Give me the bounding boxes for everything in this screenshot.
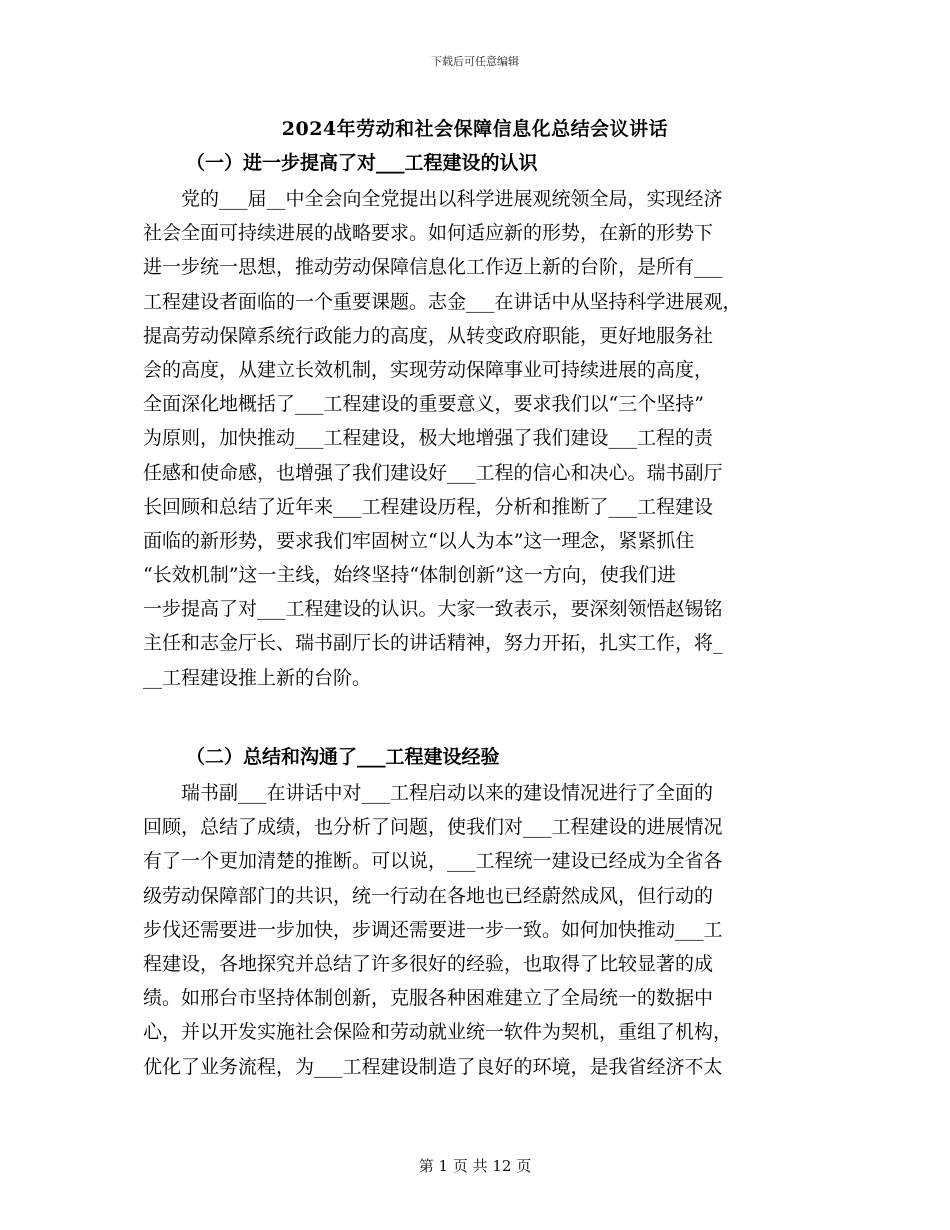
body-line: 步伐还需要进一步加快，步调还需要进一步一致。如何加快推动___工: [143, 918, 723, 941]
body-line: 任感和使命感，也增强了我们建设好___工程的信心和决心。瑞书副厅: [143, 461, 723, 484]
body-line: 党的___届__中全会向全党提出以科学进展观统领全局，实现经济: [143, 188, 723, 210]
body-line: 主任和志金厅长、瑞书副厅长的讲话精神，努力开拓，扎实工作，将_: [143, 632, 723, 655]
body-line: 优化了业务流程，为___工程建设制造了良好的环境，是我省经济不太: [143, 1055, 723, 1078]
page-footer: 第 1 页 共 12 页: [418, 1157, 532, 1175]
document-title: 2024年劳动和社会保障信息化总结会议讲话: [281, 118, 669, 140]
body-line: 回顾，总结了成绩，也分析了问题，使我们对___工程建设的进展情况: [143, 816, 723, 839]
body-line: 心，并以开发实施社会保险和劳动就业统一软件为契机，重组了机构，: [143, 1021, 733, 1044]
body-line: 级劳动保障部门的共识，统一行动在各地也已经蔚然成风，但行动的: [143, 884, 714, 907]
body-line: 长回顾和总结了近年来___工程建设历程，分析和推断了___工程建设: [143, 495, 714, 518]
body-line: “长效机制”这一主线，始终坚持“体制创新”这一方向，使我们进: [143, 564, 676, 587]
body-line: 瑞书副___在讲话中对___工程启动以来的建设情况进行了全面的: [143, 782, 714, 804]
section-heading-1: （一）进一步提高了对___工程建设的认识: [186, 152, 538, 174]
body-line: 全面深化地概括了___工程建设的重要意义，要求我们以“三个坚持”: [143, 393, 704, 416]
page-header: 下载后可任意编辑: [431, 55, 519, 68]
body-line: 会的高度，从建立长效机制，实现劳动保障事业可持续进展的高度，: [143, 358, 714, 381]
body-line: 工程建设者面临的一个重要课题。志金___在讲话中从坚持科学进展观，: [143, 290, 742, 313]
section-heading-2: （二）总结和沟通了___工程建设经验: [186, 746, 500, 768]
body-line: 提高劳动保障系统行政能力的高度，从转变政府职能，更好地服务社: [143, 324, 714, 347]
body-line: 程建设，各地探究并总结了许多很好的经验，也取得了比较显著的成: [143, 952, 714, 975]
section-body-2: [143, 776, 823, 1084]
body-line: 绩。如邢台市坚持体制创新，克服各种困难建立了全局统一的数据中: [143, 987, 714, 1010]
body-line: 社会全面可持续进展的战略要求。如何适应新的形势，在新的形势下: [143, 222, 714, 245]
body-line: 有了一个更加清楚的推断。可以说，___工程统一建设已经成为全省各: [143, 850, 723, 873]
section-body-1: [143, 182, 823, 695]
body-line: 一步提高了对___工程建设的认识。大家一致表示，要深刻领悟赵锡铭: [143, 598, 723, 621]
body-line: __工程建设推上新的台阶。: [143, 666, 372, 689]
body-line: 进一步统一思想，推动劳动保障信息化工作迈上新的台阶，是所有___: [143, 256, 723, 279]
body-line: 面临的新形势，要求我们牢固树立“以人为本”这一理念，紧紧抓住: [143, 529, 695, 552]
body-line: 为原则，加快推动___工程建设，极大地增强了我们建设___工程的责: [143, 427, 714, 450]
